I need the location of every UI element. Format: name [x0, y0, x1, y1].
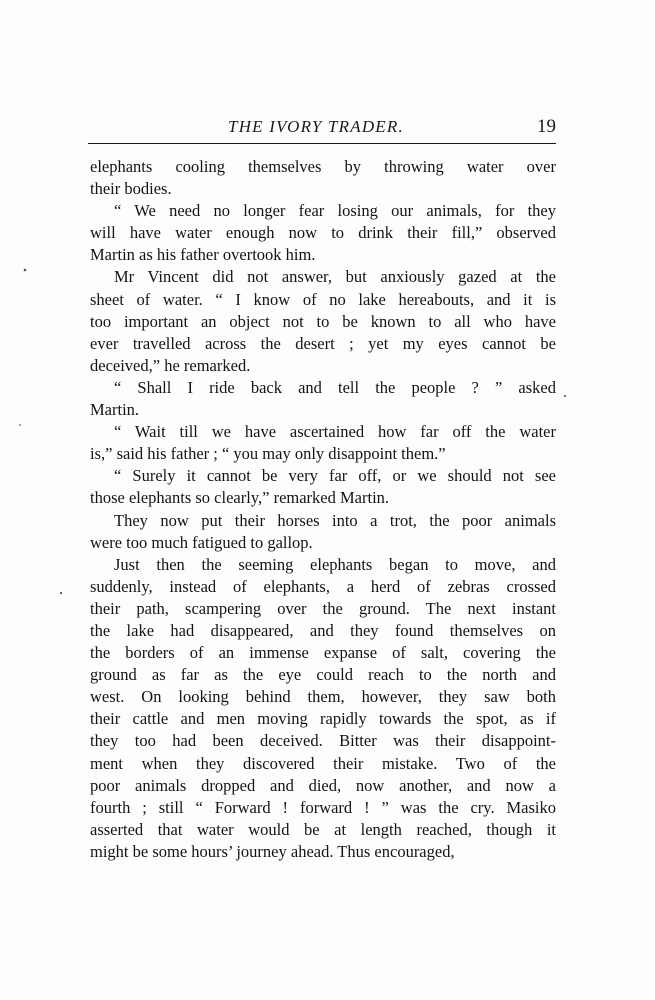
text-line: will have water enough now to drink their fill,” observed	[90, 223, 556, 243]
text-line: ment when they discovered their mistake. Two of the	[90, 753, 556, 773]
page-number: 19	[537, 116, 556, 137]
text-line: too important an object not to be known to all who have	[90, 311, 556, 331]
paragraph	[90, 554, 556, 863]
paragraph	[90, 200, 556, 266]
paper-speck	[564, 395, 566, 397]
text-line: Just then the seeming elephants began to move, and	[114, 554, 556, 574]
text-line: their cattle and men moving rapidly towards the spot, as if	[90, 709, 556, 729]
text-line: They now put their horses into a trot, the poor animals	[114, 510, 556, 530]
paragraph	[90, 510, 556, 554]
text-line: their path, scampering over the ground. The next instant	[90, 598, 556, 618]
paragraph	[90, 156, 556, 200]
paragraph	[90, 421, 556, 465]
paper-speck	[24, 269, 27, 272]
text-line: deceived,” he remarked.	[90, 355, 251, 375]
text-line: might be some hours’ journey ahead. Thus encouraged,	[90, 841, 455, 861]
text-line: suddenly, instead of elephants, a herd of zebras crossed	[90, 576, 556, 596]
paper-speck	[19, 424, 21, 426]
text-line: west. On looking behind them, however, they saw both	[90, 687, 556, 707]
text-line: Martin as his father overtook him.	[90, 245, 316, 265]
text-line: the lake had disappeared, and they found themselves on	[90, 620, 556, 640]
text-line: ever travelled across the desert ; yet my eyes cannot be	[90, 333, 556, 353]
header-rule	[88, 143, 556, 144]
text-line: elephants cooling themselves by throwing water over	[90, 157, 556, 176]
text-line: “ Shall I ride back and tell the people ? ” asked	[114, 377, 556, 397]
body-text	[90, 156, 556, 863]
text-line: ground as far as the eye could reach to the north and	[90, 665, 556, 685]
text-line: their bodies.	[90, 179, 172, 199]
paragraph	[90, 377, 556, 421]
text-line: Martin.	[90, 400, 140, 420]
text-line: the borders of an immense expanse of salt, covering the	[90, 643, 556, 663]
text-line: Mr Vincent did not answer, but anxiously gazed at the	[114, 267, 556, 287]
text-line: sheet of water. “ I know of no lake hereabouts, and it is	[90, 289, 556, 309]
text-line: they too had been deceived. Bitter was their disappoint-	[90, 731, 556, 751]
text-line: is,” said his father ; “ you may only disappoint them.”	[90, 444, 446, 464]
running-title: THE IVORY TRADER.	[228, 117, 404, 136]
text-line: asserted that water would be at length reached, though it	[90, 819, 556, 839]
paper-speck	[60, 592, 62, 594]
text-line: “ Surely it cannot be very far off, or we should not see	[114, 466, 556, 486]
text-line: poor animals dropped and died, now another, and now a	[90, 775, 556, 795]
page-header	[90, 116, 556, 140]
text-line: “ Wait till we have ascertained how far off the water	[114, 422, 556, 442]
text-line: “ We need no longer fear losing our animals, for they	[114, 201, 556, 221]
text-line: were too much fatigued to gallop.	[90, 532, 313, 552]
paragraph	[90, 266, 556, 376]
text-line: those elephants so clearly,” remarked Martin.	[90, 488, 390, 508]
paragraph	[90, 465, 556, 509]
text-line: fourth ; still “ Forward ! forward ! ” was the cry. Masiko	[90, 797, 556, 817]
